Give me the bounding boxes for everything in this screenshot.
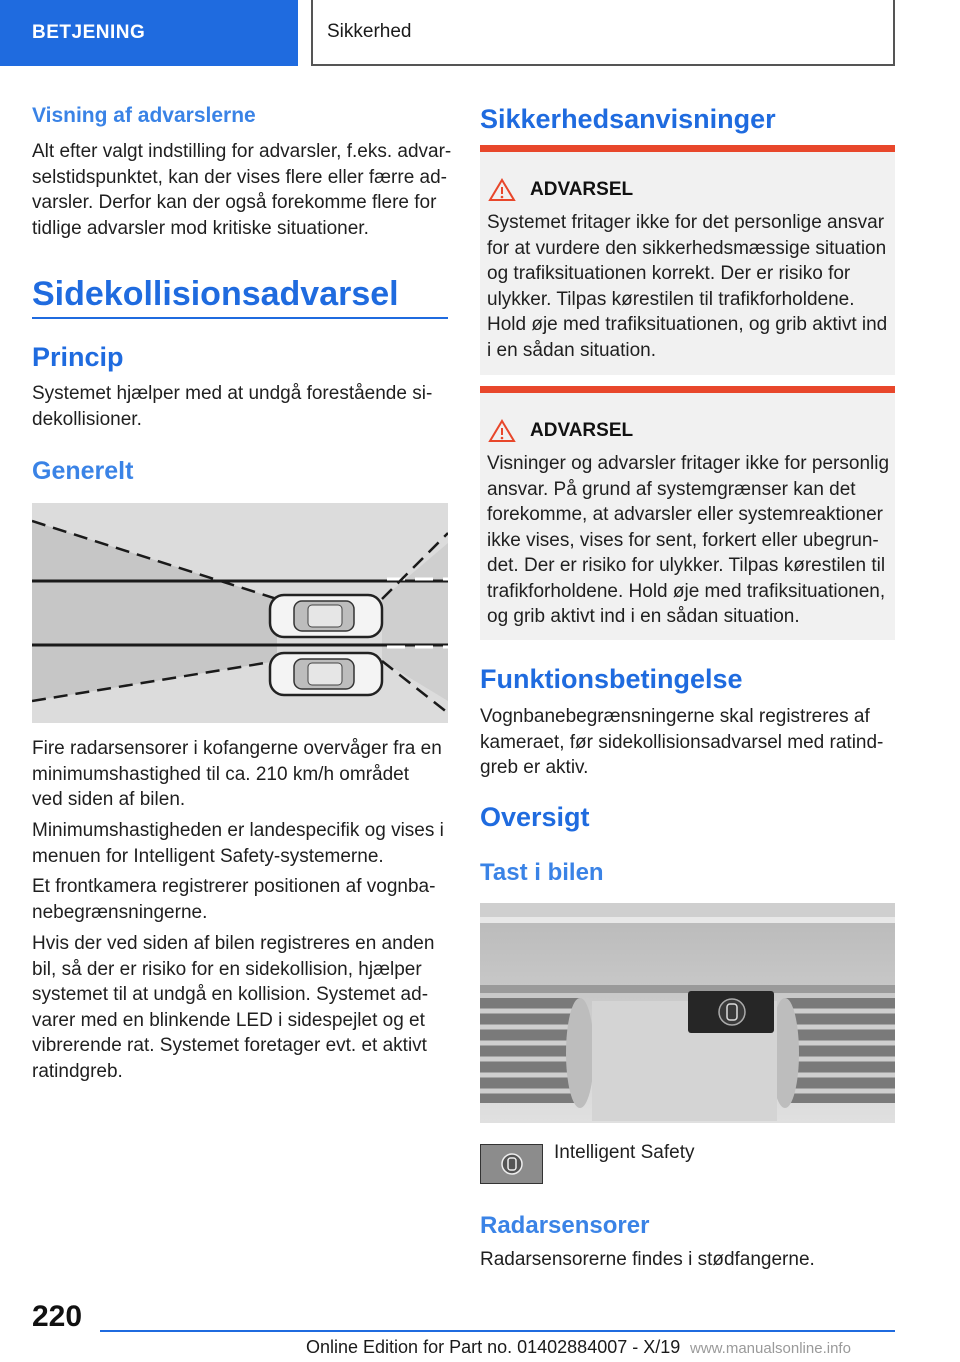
general-paragraph-4 (32, 931, 452, 1084)
heading-rule (32, 317, 448, 319)
footer-rule (100, 1330, 895, 1332)
text-line: ratindgreb. (32, 1060, 123, 1082)
text-line: Minimumshastigheden er landespecifik og vises i (32, 820, 444, 841)
main-heading: Sidekollisionsadvarsel (32, 275, 399, 313)
text-line: Alt efter valgt indstilling for advarsler, f.eks. advar- (32, 141, 452, 162)
warning-text (487, 210, 892, 363)
text-line: menuen for Intelligent Safety-systemerne. (32, 845, 384, 867)
text-line: Systemet fritager ikke for det personlige ansvar (487, 212, 885, 233)
text-line: forekomme, at advarsler eller systemreaktioner (487, 504, 883, 525)
function-heading: Funktionsbetingelse (480, 664, 743, 694)
text-line: ikke vises, vises for sent, forkert eller ubegrun- (487, 529, 879, 551)
warning-title-text: ADVARSEL (530, 420, 634, 441)
principle-heading: Princip (32, 342, 124, 372)
text-line: Et frontkamera registrerer positionen af vognba- (32, 876, 436, 897)
text-line: Visninger og advarsler fritager ikke for personlig (487, 453, 890, 474)
text-line: bil, så der er risiko for en sidekollision, hjælper (32, 958, 422, 980)
dashboard-photo (480, 903, 895, 1123)
warning-title (488, 419, 633, 443)
text-line: Fire radarsensorer i kofangerne overvåger fra en (32, 738, 442, 759)
text-line: Hvis der ved siden af bilen registreres en anden (32, 933, 435, 954)
page-number: 220 (32, 1300, 83, 1333)
text-line: og grib aktivt ind i en sådan situation. (487, 606, 800, 627)
text-line: nebegrænsningerne. (32, 901, 208, 923)
text-line: i en sådan situation. (487, 339, 657, 361)
air-vent-left (480, 998, 594, 1108)
warning-title-text: ADVARSEL (530, 179, 634, 200)
text-line: for at vurdere den sikkerhedsmæssige situation (487, 237, 887, 259)
text-line: ulykker. Tilpas kørestilen til trafikforholdene. (487, 288, 855, 310)
text-line: Hold øje med trafiksituationen, og grib aktivt ind (487, 314, 888, 335)
text-line: greb er aktiv. (480, 757, 589, 778)
text-line: trafikforholdene. Hold øje med trafiksituationen, (487, 580, 886, 602)
general-heading: Generelt (32, 457, 134, 485)
warning-box-2 (480, 386, 895, 640)
header-chapter-label: Sikkerhed (311, 0, 895, 66)
text-line: tidlige advarsler mod kritiske situationer. (32, 217, 369, 239)
text-line: det. Der er risiko for ulykker. Tilpas kørestilen til (487, 555, 886, 576)
radar-heading: Radarsensorer (480, 1212, 650, 1239)
side-collision-diagram (32, 503, 448, 723)
warning-title (488, 178, 633, 202)
text-line: varer med en blinkende LED i sidespejlet og et (32, 1009, 425, 1031)
text-line: Systemet hjælper med at undgå forestående si- (32, 383, 433, 404)
button-heading: Tast i bilen (480, 859, 604, 886)
intelligent-safety-label: Intelligent Safety (554, 1142, 695, 1163)
footer-edition: Online Edition for Part no. 01402884007 - X/19 (306, 1337, 681, 1357)
air-vent-right (771, 998, 895, 1108)
overview-heading: Oversigt (480, 802, 590, 832)
car-bottom (270, 653, 382, 695)
text-line: dekollisioner. (32, 408, 142, 430)
text-line: systemet til at undgå en kollision. Systemet ad- (32, 984, 429, 1005)
text-line: ansvar. På grund af systemgrænser kan det (487, 478, 856, 500)
radar-text: Radarsensorerne findes i stødfangerne. (480, 1249, 815, 1270)
principle-paragraph (32, 381, 452, 432)
text-line: vibrerende rat. Systemet foretager evt. et aktivt (32, 1035, 427, 1056)
text-line: ved siden af bilen. (32, 789, 186, 810)
car-top (270, 595, 382, 637)
intelligent-safety-icon (500, 1152, 524, 1176)
text-line: kameraet, før sidekollisionsadvarsel med ratind- (480, 731, 884, 753)
general-paragraph-3 (32, 874, 452, 925)
footer-watermark: www.manualsonline.info (690, 1340, 851, 1357)
text-line: varsler. Derfor kan der også forekomme flere for (32, 192, 437, 213)
warning-triangle-icon (488, 419, 516, 443)
warning-triangle-icon (488, 178, 516, 202)
warning-box-1 (480, 145, 895, 375)
general-paragraph-2 (32, 818, 452, 869)
text-line: Vognbanebegrænsningerne skal registreres af (480, 706, 870, 727)
text-line: og trafiksituationen korrekt. Der er risiko for (487, 263, 851, 284)
display-heading: Visning af advarslerne (32, 104, 256, 127)
display-paragraph (32, 139, 452, 241)
text-line: selstidspunktet, kan der vises flere eller færre ad- (32, 166, 448, 188)
header-section-label: BETJENING (0, 0, 298, 66)
function-paragraph (480, 704, 900, 781)
text-line: minimumshastighed til ca. 210 km/h området (32, 763, 409, 785)
intelligent-safety-icon (480, 1144, 543, 1184)
safety-heading: Sikkerhedsanvisninger (480, 104, 776, 134)
warning-text (487, 451, 892, 630)
general-paragraph-1 (32, 736, 452, 813)
